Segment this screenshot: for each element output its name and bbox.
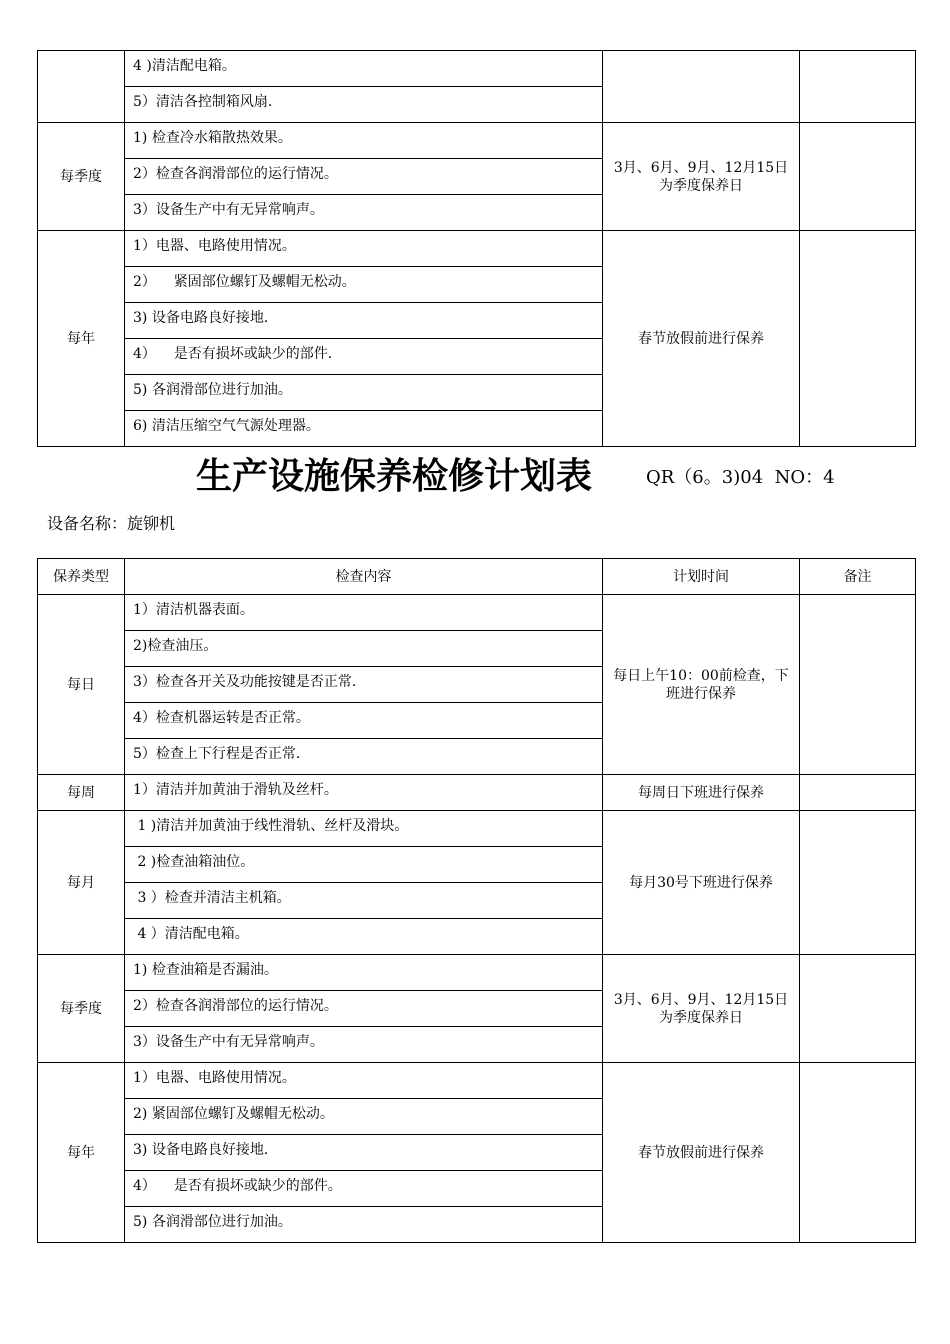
form-code: QR（6。3)04 NO：4 bbox=[646, 467, 835, 488]
check-item: 1）清洁机器表面。 bbox=[125, 595, 603, 631]
check-item: 2）检查各润滑部位的运行情况。 bbox=[125, 991, 603, 1027]
plan-time: 3月、6月、9月、12月15日为季度保养日 bbox=[603, 955, 800, 1063]
check-item: 3）设备生产中有无异常响声。 bbox=[125, 195, 603, 231]
check-item: 1) 检查冷水箱散热效果。 bbox=[125, 123, 603, 159]
maintenance-type: 每年 bbox=[38, 231, 125, 447]
note bbox=[800, 123, 916, 231]
check-item: 1）清洁并加黄油于滑轨及丝杆。 bbox=[125, 775, 603, 811]
equipment-name: 设备名称：旋铆机 bbox=[47, 514, 176, 533]
header-type: 保养类型 bbox=[38, 559, 125, 595]
check-item: 5）检查上下行程是否正常. bbox=[125, 739, 603, 775]
check-item: 2) 紧固部位螺钉及螺帽无松动。 bbox=[125, 1099, 603, 1135]
check-item: 1) 检查油箱是否漏油。 bbox=[125, 955, 603, 991]
top-table-continued bbox=[37, 50, 916, 447]
note bbox=[800, 775, 916, 811]
maintenance-type bbox=[38, 51, 125, 123]
check-item: 6) 清洁压缩空气气源处理器。 bbox=[125, 411, 603, 447]
maintenance-type: 每周 bbox=[38, 775, 125, 811]
note bbox=[800, 231, 916, 447]
note bbox=[800, 811, 916, 955]
check-item: 2）检查各润滑部位的运行情况。 bbox=[125, 159, 603, 195]
check-item: 2 )检查油箱油位。 bbox=[125, 847, 603, 883]
plan-time bbox=[603, 51, 800, 123]
check-item: 5) 各润滑部位进行加油。 bbox=[125, 1207, 603, 1243]
check-item: 3）设备生产中有无异常响声。 bbox=[125, 1027, 603, 1063]
table-row bbox=[38, 811, 916, 847]
table-row bbox=[38, 955, 916, 991]
note bbox=[800, 1063, 916, 1243]
plan-time: 春节放假前进行保养 bbox=[603, 231, 800, 447]
check-item: 3 ）检查并清洁主机箱。 bbox=[125, 883, 603, 919]
plan-time: 春节放假前进行保养 bbox=[603, 1063, 800, 1243]
check-item: 5) 各润滑部位进行加油。 bbox=[125, 375, 603, 411]
plan-time: 每日上午10：00前检查，下班进行保养 bbox=[603, 595, 800, 775]
check-item: 1 )清洁并加黄油于线性滑轨、丝杆及滑块。 bbox=[125, 811, 603, 847]
check-item: 4 )清洁配电箱。 bbox=[125, 51, 603, 87]
plan-time: 每周日下班进行保养 bbox=[603, 775, 800, 811]
table-row bbox=[38, 51, 916, 87]
table-row bbox=[38, 775, 916, 811]
maintenance-type: 每月 bbox=[38, 811, 125, 955]
maintenance-type: 每年 bbox=[38, 1063, 125, 1243]
header-note: 备注 bbox=[800, 559, 916, 595]
maintenance-type: 每季度 bbox=[38, 955, 125, 1063]
table-row bbox=[38, 595, 916, 631]
check-item: 2） 紧固部位螺钉及螺帽无松动。 bbox=[125, 267, 603, 303]
check-item: 3) 设备电路良好接地. bbox=[125, 303, 603, 339]
page-title: 生产设施保养检修计划表 bbox=[196, 455, 593, 497]
note bbox=[800, 51, 916, 123]
table-row bbox=[38, 231, 916, 267]
check-item: 1）电器、电路使用情况。 bbox=[125, 1063, 603, 1099]
table-row bbox=[38, 1063, 916, 1099]
note bbox=[800, 595, 916, 775]
table-header-row bbox=[38, 559, 916, 595]
check-item: 4 ）清洁配电箱。 bbox=[125, 919, 603, 955]
check-item: 5）清洁各控制箱风扇. bbox=[125, 87, 603, 123]
check-item: 3）检查各开关及功能按键是否正常. bbox=[125, 667, 603, 703]
check-item: 2)检查油压。 bbox=[125, 631, 603, 667]
check-item: 4） 是否有损坏或缺少的部件. bbox=[125, 339, 603, 375]
check-item: 1）电器、电路使用情况。 bbox=[125, 231, 603, 267]
check-item: 4）检查机器运转是否正常。 bbox=[125, 703, 603, 739]
maintenance-plan-table bbox=[37, 558, 916, 1243]
check-item: 3) 设备电路良好接地. bbox=[125, 1135, 603, 1171]
plan-time: 每月30号下班进行保养 bbox=[603, 811, 800, 955]
check-item: 4） 是否有损坏或缺少的部件。 bbox=[125, 1171, 603, 1207]
header-plan-time: 计划时间 bbox=[603, 559, 800, 595]
heading bbox=[0, 452, 950, 500]
header-content: 检查内容 bbox=[125, 559, 603, 595]
maintenance-type: 每日 bbox=[38, 595, 125, 775]
table-row bbox=[38, 123, 916, 159]
note bbox=[800, 955, 916, 1063]
maintenance-type: 每季度 bbox=[38, 123, 125, 231]
plan-time: 3月、6月、9月、12月15日为季度保养日 bbox=[603, 123, 800, 231]
